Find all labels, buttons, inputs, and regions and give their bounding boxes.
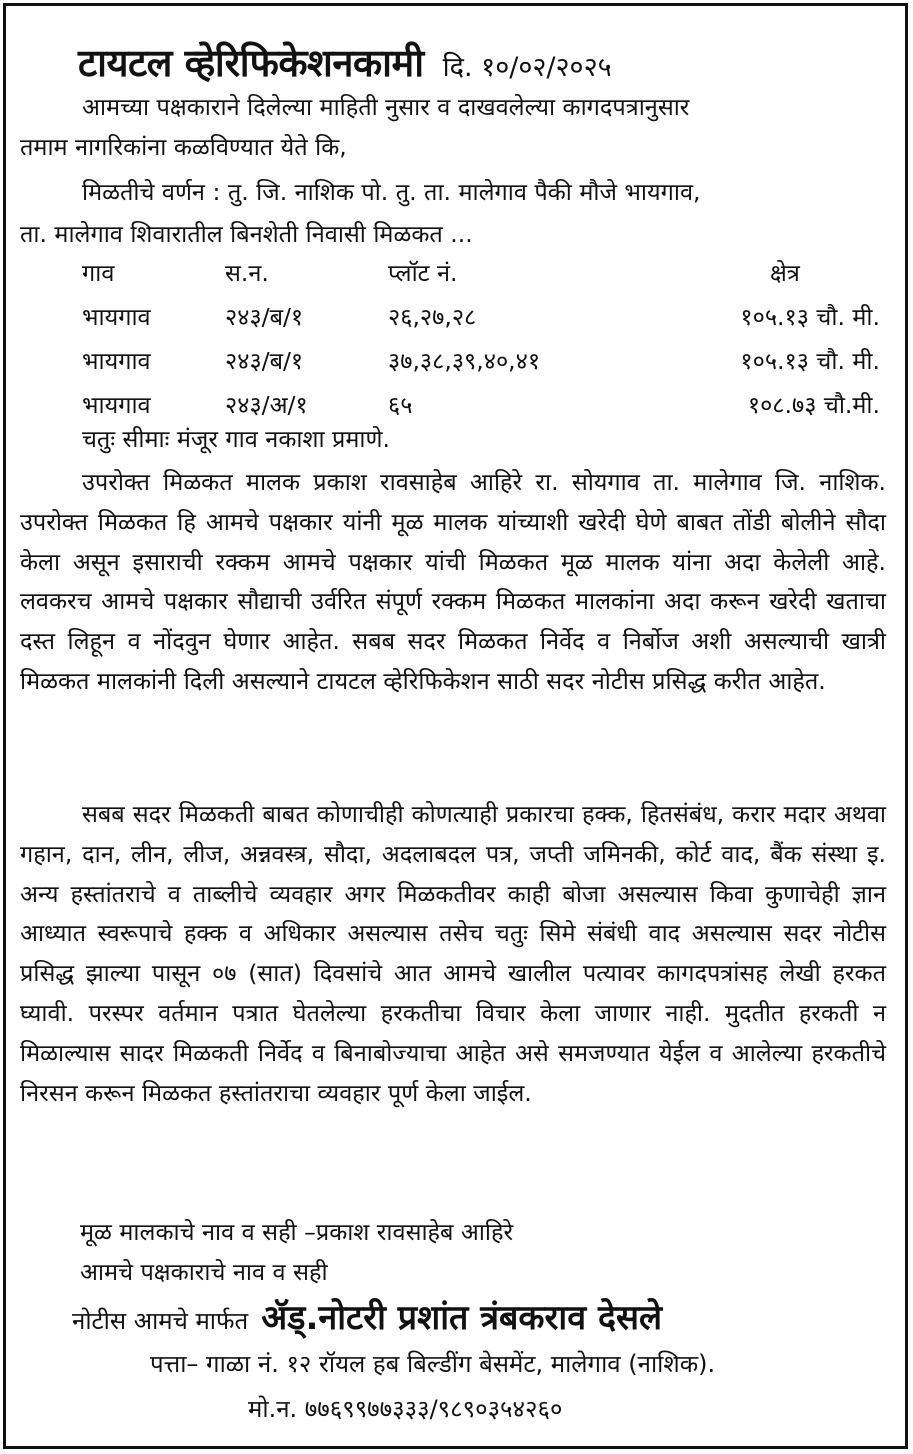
advocate-address: पत्ता– गाळा नं. १२ रॉयल हब बिल्डींग बेसमेंट, मालेगाव (नाशिक). xyxy=(150,1350,716,1378)
cell-survey-number: २४३/ब/१ xyxy=(225,303,304,331)
property-description-line-2: ता. मालेगाव शिवारातील बिनशेती निवासी मिळकत ... xyxy=(20,220,473,248)
header-survey-number: स.न. xyxy=(225,259,269,287)
cell-plot-number: २६,२७,२८ xyxy=(388,303,477,331)
paragraph-ownership: उपरोक्त मिळकत मालक प्रकाश रावसाहेब आहिरे रा. सोयगाव ता. मालेगाव जि. नाशिक. उपरोक्त मिळकत हि आमचे पक्षकार यांनी मूळ मालक यांच्याशी खरेदी घेणे बाबत तोंडी बोलीने सौदा केला असून इसाराची रक्कम आमचे पक्षकार यांची मिळकत मूळ मालक यांना अदा केलेली आहे. लवकरच आमचे पक्षकार सौद्याची उर्वरित संपूर्ण रक्कम मिळकत मालकांना अदा करून खरेदी खताचा दस्त लिहून व नोंदवुन घेणार आहेत. सबब सदर मिळकत निर्वेद व निर्बोज अशी असल्याची खात्री मिळकत मालकांनी दिली असल्याने टायटल व्हेरिफिकेशन साठी सदर नोटीस प्रसिद्ध करीत आहेत. xyxy=(20,468,886,695)
intro-line-2: तमाम नागरिकांना कळविण्यात येते कि, xyxy=(20,133,347,161)
advocate-phone: मो.न. ७७६९९७७३३३/९८९०३५४२६० xyxy=(248,1395,563,1423)
cell-village: भायगाव xyxy=(82,347,151,375)
table-header-row xyxy=(60,256,900,300)
cell-plot-number: ३७,३८,३९,४०,४१ xyxy=(388,347,541,375)
cell-area: १०५.१३ चौ. मी. xyxy=(740,303,880,331)
header-plot-number: प्लॉट नं. xyxy=(388,259,458,287)
cell-area: १०८.७३ चौ.मी. xyxy=(747,391,880,419)
advocate-prefix: नोटीस आमचे मार्फत xyxy=(72,1307,249,1335)
owner-signature-line: मूळ मालकाचे नाव व सही –प्रकाश रावसाहेब आहिरे xyxy=(80,1218,514,1246)
notice-title: टायटल व्हेरिफिकेशनकामी xyxy=(78,41,424,85)
property-table xyxy=(60,256,900,432)
notice-date: दि. १०/०२/२०२५ xyxy=(442,52,612,83)
boundaries-line: चतुः सीमाः मंजूर गाव नकाशा प्रमाणे. xyxy=(82,425,390,453)
advocate-row xyxy=(72,1293,662,1339)
paragraph-objections: सबब सदर मिळकती बाबत कोणाचीही कोणत्याही प्रकारचा हक्क, हितसंबंध, करार मदार अथवा गहान, दान, लीन, लीज, अन्नवस्त्र, सौदा, अदलाबदल पत्र, जप्ती जमिनकी, कोर्ट वाद, बैंक संस्था इ. अन्य हस्तांतराचे व ताब्लीचे व्यवहार अगर मिळकतीवर काही बोजा असल्यास किवा कुणाचेही ज्ञान आध्यात स्वरूपाचे हक्क व अधिकार असल्यास तसेच चतुः सिमे संबंधी वाद असल्यास सदर नोटीस प्रसिद्ध झाल्या पासून ०७ (सात) दिवसांचे आत आमचे खालील पत्यावर कागदपत्रांसह लेखी हरकत घ्यावी. परस्पर वर्तमान पत्रात घेतलेल्या हरकतीचा विचार केला जाणार नाही. मुदतीत हरकती न मिळाल्यास सादर मिळकती निर्वेद व बिनाबोज्याचा आहेत असे समजण्यात येईल व आलेल्या हरकतीचे निरसन करून मिळकत हस्तांतराचा व्यवहार पूर्ण केला जाईल. xyxy=(20,800,886,1107)
table-row xyxy=(60,344,900,388)
client-signature-line: आमचे पक्षकाराचे नाव व सही xyxy=(80,1258,328,1286)
header-village: गाव xyxy=(82,259,115,287)
cell-plot-number: ६५ xyxy=(388,391,413,419)
notice-title-row xyxy=(78,36,612,88)
cell-village: भायगाव xyxy=(82,303,151,331)
property-description-line-1: मिळतीचे वर्णन : तु. जि. नाशिक पो. तु. ता. मालेगाव पैकी मौजे भायगाव, xyxy=(82,178,701,206)
intro-line-1: आमच्या पक्षकाराने दिलेल्या माहिती नुसार व दाखवलेल्या कागदपत्रानुसार xyxy=(82,93,690,121)
table-row xyxy=(60,300,900,344)
header-area: क्षेत्र xyxy=(770,259,800,287)
cell-village: भायगाव xyxy=(82,391,151,419)
cell-survey-number: २४३/अ/१ xyxy=(225,391,308,419)
cell-survey-number: २४३/ब/१ xyxy=(225,347,304,375)
cell-area: १०५.१३ चौ. मी. xyxy=(740,347,880,375)
advocate-name: ॲड्.नोटरी प्रशांत त्रंबकराव देसले xyxy=(261,1298,663,1338)
